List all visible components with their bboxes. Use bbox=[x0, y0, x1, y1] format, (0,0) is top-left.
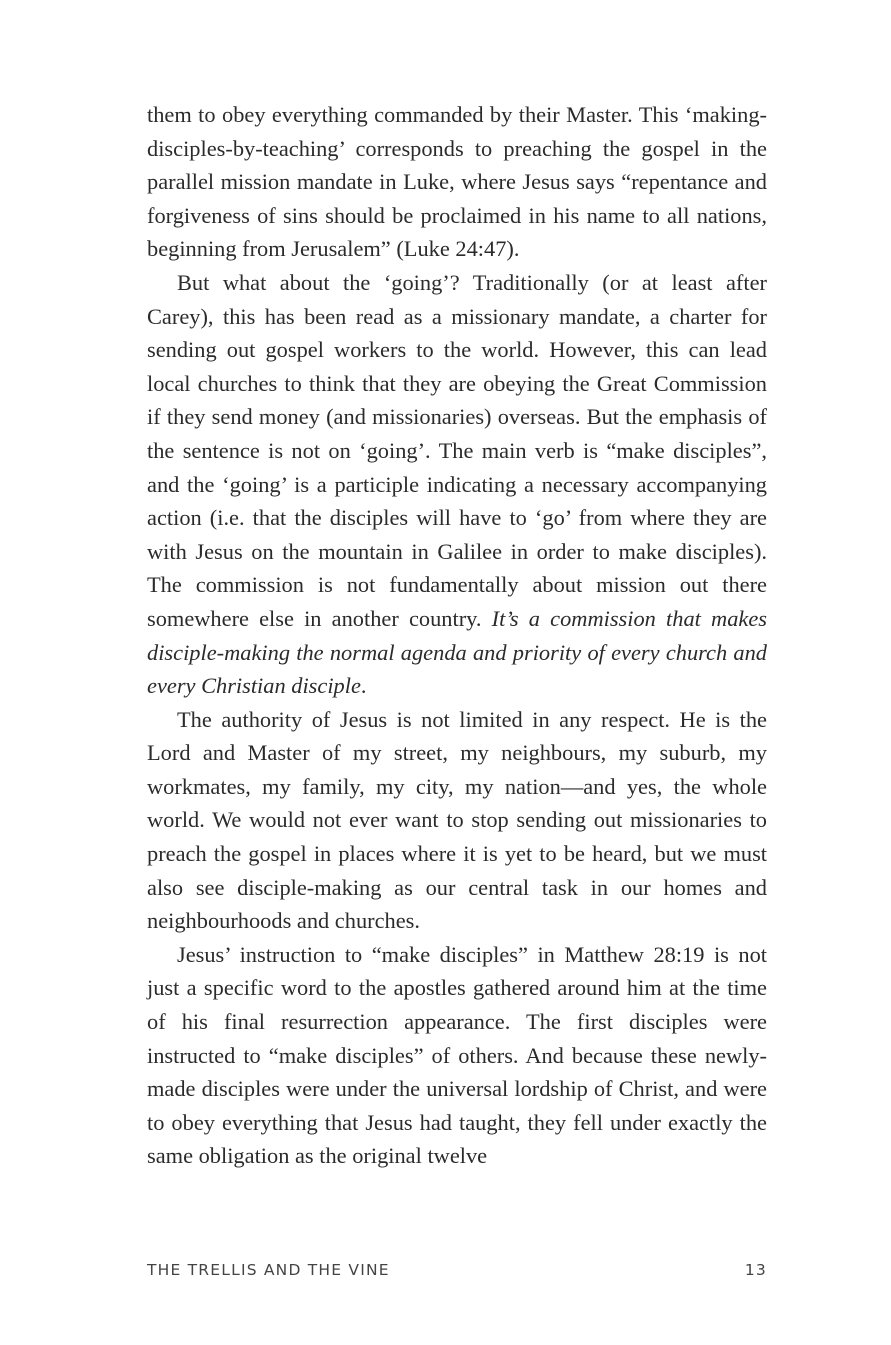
paragraph-2-tail: . bbox=[360, 673, 367, 699]
page-footer bbox=[147, 1261, 767, 1279]
paragraph-2-emphasis: It’s a commission that makes disciple-making the normal agenda and priority of every church and every Christian disciple bbox=[147, 605, 767, 699]
paragraph-3: The authority of Jesus is not limited in any respect. He is the Lord and Master of my street, my neighbours, my suburb, my workmates, my family, my city, my nation—and yes, the whole world. We would not ever want to stop sending out missionaries to preach the gospel in places where it is yet to be heard, but we must also see disciple-making as our central task in our homes and neighbourhoods and churches. bbox=[147, 706, 767, 934]
paragraph-2 bbox=[147, 266, 767, 703]
paragraph-4: Jesus’ instruction to “make disciples” in Matthew 28:19 is not just a specific word to the apostles gathered around him at the time of his final resurrection appearance. The first disciples were instructed to “make disciples” of others. And because these newly-made disciples were under the universal lordship of Christ, and were to obey everything that Jesus had taught, they fell under exactly the same obligation as the original twelve bbox=[147, 941, 767, 1169]
paragraph-2-text: But what about the ‘going’? Traditionally (or at least after Carey), this has been read as a missionary mandate, a charter for sending out gospel workers to the world. However, this can lead local churches to think that they are obeying the Great Commission if they send money (and missionaries) overseas. But the emphasis of the sentence is not on ‘going’. The main verb is “make disciples”, and the ‘going’ is a participle indicating a necessary accompanying action (i.e. that the disciples will have to ‘go’ from where they are with Jesus on the mountain in Galilee in order to make disciples). The commission is not fundamentally about mission out there somewhere else in another country. bbox=[147, 269, 767, 631]
paragraph-1: them to obey everything commanded by their Master. This ‘making-disciples-by-teaching’ corresponds to preaching the gospel in the parallel mission mandate in Luke, where Jesus says “repentance and forgiveness of sins should be proclaimed in his name to all nations, beginning from Jerusalem” (Luke 24:47). bbox=[147, 102, 767, 262]
running-footer-title: THE TRELLIS AND THE VINE bbox=[147, 1261, 390, 1279]
page-body bbox=[147, 98, 767, 1173]
page-number: 13 bbox=[744, 1261, 767, 1279]
